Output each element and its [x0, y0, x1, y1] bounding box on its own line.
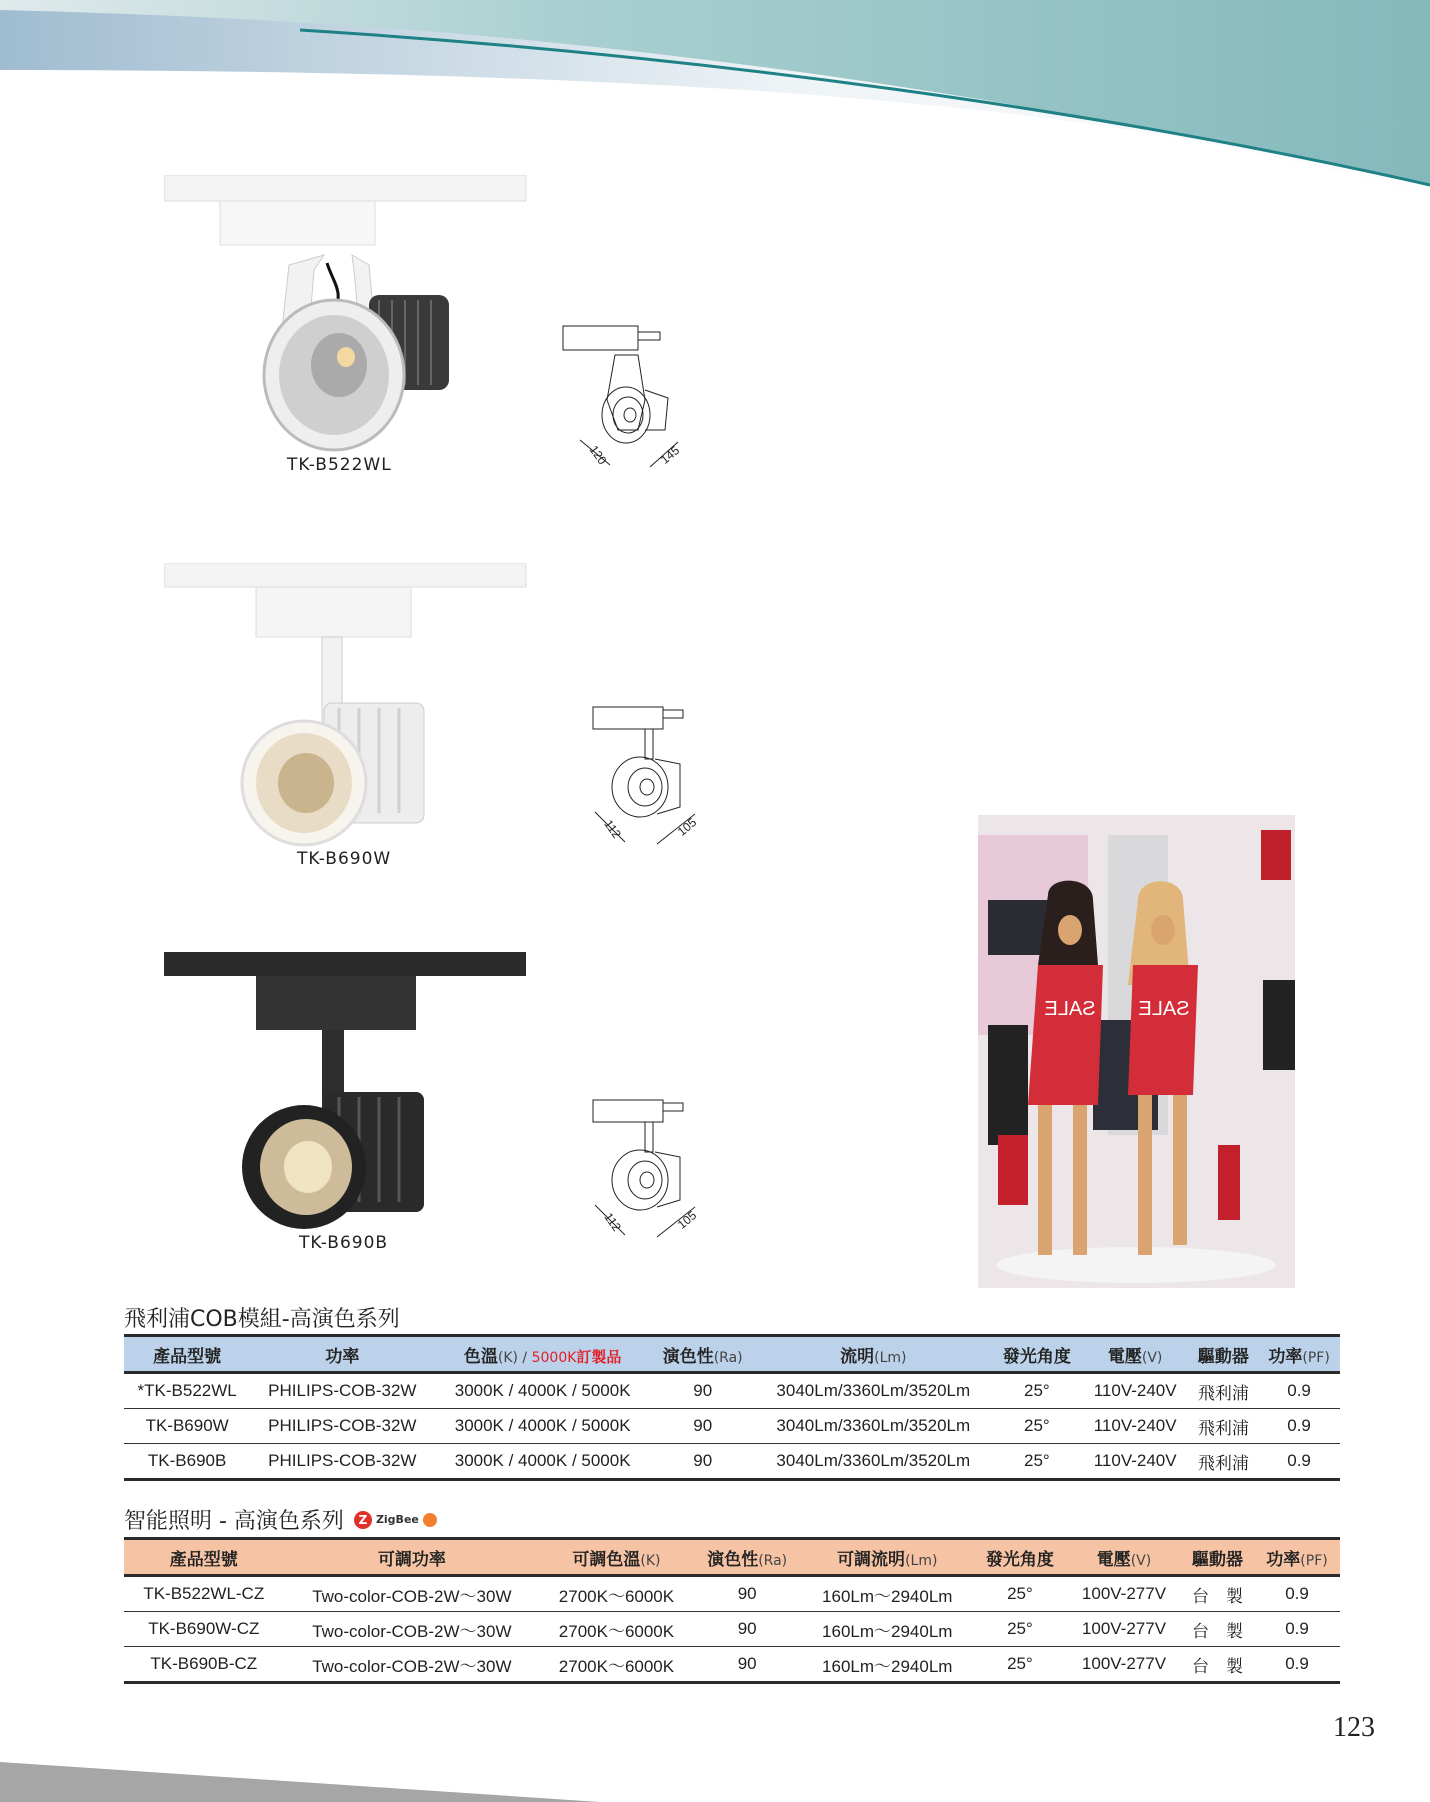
cell-voltage: 100V-277V: [1067, 1647, 1181, 1683]
product-model-label: TK-B690W: [297, 849, 392, 869]
cell-pf: 0.9: [1258, 1444, 1340, 1480]
table-row: [124, 1409, 1340, 1444]
product-model-label: TK-B690B: [299, 1233, 389, 1253]
cell-cri: 90: [693, 1576, 802, 1612]
table-row: [124, 1444, 1340, 1480]
cell-beam-angle: 25°: [973, 1576, 1067, 1612]
track-light-photo: [164, 952, 529, 1257]
col-header-power: 功率: [325, 1346, 360, 1367]
cell-pf: 0.9: [1258, 1373, 1340, 1409]
zigbee-logo-icon: Z: [354, 1511, 372, 1529]
dimension-drawing-tk-b690w: [585, 702, 715, 852]
cell-model: *TK-B522WL: [124, 1373, 250, 1409]
table-header-row: [124, 1539, 1340, 1576]
zigbee-label: ZigBee: [375, 1513, 419, 1526]
cell-voltage: 110V-240V: [1082, 1444, 1189, 1480]
cell-cct: 3000K / 4000K / 5000K: [434, 1409, 651, 1444]
cell-power: Two-color-COB-2W～30W: [284, 1612, 541, 1647]
cell-lumen: 3040Lm/3360Lm/3520Lm: [754, 1373, 992, 1409]
cell-beam-angle: 25°: [992, 1409, 1082, 1444]
cell-voltage: 100V-277V: [1067, 1576, 1181, 1612]
cell-power: Two-color-COB-2W～30W: [284, 1576, 541, 1612]
table-row: [124, 1576, 1340, 1612]
cell-cct: 2700K～6000K: [540, 1647, 693, 1683]
svg-text:SALE: SALE: [1138, 998, 1190, 1020]
cell-voltage: 100V-277V: [1067, 1612, 1181, 1647]
cell-cri: 90: [651, 1373, 755, 1409]
cell-driver: 台 製: [1181, 1647, 1254, 1683]
cell-pf: 0.9: [1254, 1612, 1340, 1647]
col-header-model: 產品型號: [169, 1549, 238, 1570]
cell-cri: 90: [693, 1612, 802, 1647]
col-header-driver: 驅動器: [1192, 1549, 1243, 1570]
col-header-cri: 演色性(Ra): [662, 1346, 743, 1367]
cell-cri: 90: [693, 1647, 802, 1683]
dimension-depth: 112: [601, 817, 624, 841]
cell-cct: 2700K～6000K: [540, 1576, 693, 1612]
section-title-text: 飛利浦COB模組-高演色系列: [124, 1307, 400, 1332]
cell-pf: 0.9: [1254, 1647, 1340, 1683]
cell-voltage: 110V-240V: [1082, 1373, 1189, 1409]
table-row: [124, 1612, 1340, 1647]
cell-model: TK-B690B: [124, 1444, 250, 1480]
cell-power: PHILIPS-COB-32W: [250, 1409, 434, 1444]
cell-cct: 3000K / 4000K / 5000K: [434, 1444, 651, 1480]
cell-power: PHILIPS-COB-32W: [250, 1373, 434, 1409]
track-light-photo: [164, 175, 529, 465]
cell-pf: 0.9: [1254, 1576, 1340, 1612]
shirt-text: SALE: [1044, 998, 1096, 1020]
dimension-height: 145: [657, 443, 683, 467]
col-header-adjustable-lumen: 可調流明(Lm): [837, 1549, 938, 1570]
cell-beam-angle: 25°: [973, 1647, 1067, 1683]
cell-driver: 飛利浦: [1189, 1444, 1258, 1480]
cell-driver: 飛利浦: [1189, 1373, 1258, 1409]
cell-model: TK-B690W-CZ: [124, 1612, 284, 1647]
product-tk-b690w: [164, 563, 529, 873]
cell-driver: 台 製: [1181, 1612, 1254, 1647]
section-title-smart-lighting: [124, 1504, 437, 1535]
col-header-pf: 功率(PF): [1266, 1549, 1328, 1570]
cell-beam-angle: 25°: [992, 1373, 1082, 1409]
cell-pf: 0.9: [1258, 1409, 1340, 1444]
section-title-philips-cob: [124, 1302, 400, 1333]
track-light-photo: [164, 563, 529, 873]
col-header-model: 產品型號: [153, 1346, 222, 1367]
cell-driver: 台 製: [1181, 1576, 1254, 1612]
cell-driver: 飛利浦: [1189, 1409, 1258, 1444]
col-header-adjustable-power: 可調功率: [377, 1549, 446, 1570]
col-header-lumen: 流明(Lm): [840, 1346, 907, 1367]
table-row: [124, 1373, 1340, 1409]
page-number: 123: [1333, 1712, 1375, 1743]
store-mannequin-photo: [978, 815, 1295, 1288]
cell-power: Two-color-COB-2W～30W: [284, 1647, 541, 1683]
product-tk-b522wl: [164, 175, 529, 475]
product-model-label: TK-B522WL: [287, 455, 392, 475]
line-drawing: [560, 320, 710, 470]
col-header-pf: 功率(PF): [1268, 1346, 1330, 1367]
cell-lumen: 160Lm～2940Lm: [802, 1576, 973, 1612]
col-header-voltage: 電壓(V): [1096, 1549, 1152, 1570]
col-header-cri: 演色性(Ra): [707, 1549, 788, 1570]
dimension-drawing-tk-b522wl: [560, 320, 710, 470]
cell-model: TK-B522WL-CZ: [124, 1576, 284, 1612]
dimension-depth: 112: [601, 1210, 624, 1234]
cell-beam-angle: 25°: [992, 1444, 1082, 1480]
footer-band: [0, 1762, 600, 1802]
col-header-cct: 色溫(K) / 5000K訂製品: [463, 1346, 622, 1367]
table-header-row: [124, 1336, 1340, 1373]
cell-lumen: 3040Lm/3360Lm/3520Lm: [754, 1409, 992, 1444]
product-tk-b690b: [164, 952, 529, 1257]
cell-model: TK-B690B-CZ: [124, 1647, 284, 1683]
cell-cri: 90: [651, 1409, 755, 1444]
dimension-height: 105: [674, 815, 700, 839]
cell-beam-angle: 25°: [973, 1612, 1067, 1647]
cell-cct: 3000K / 4000K / 5000K: [434, 1373, 651, 1409]
cell-cri: 90: [651, 1444, 755, 1480]
cell-cct: 2700K～6000K: [540, 1612, 693, 1647]
dimension-depth: 120: [586, 442, 610, 468]
cell-model: TK-B690W: [124, 1409, 250, 1444]
cell-voltage: 110V-240V: [1082, 1409, 1189, 1444]
col-header-beam-angle: 發光角度: [985, 1549, 1054, 1570]
header-banner: [0, 0, 1430, 200]
table-row: [124, 1647, 1340, 1683]
col-header-voltage: 電壓(V): [1107, 1346, 1163, 1367]
zigbee-badge: [354, 1511, 437, 1529]
cell-power: PHILIPS-COB-32W: [250, 1444, 434, 1480]
dimension-drawing-tk-b690b: [585, 1095, 715, 1245]
cell-lumen: 3040Lm/3360Lm/3520Lm: [754, 1444, 992, 1480]
spec-table-smart-lighting: [124, 1537, 1340, 1684]
col-header-adjustable-cct: 可調色溫(K): [572, 1549, 661, 1570]
section-title-text: 智能照明 - 高演色系列: [124, 1509, 344, 1534]
col-header-driver: 驅動器: [1197, 1346, 1249, 1367]
cell-lumen: 160Lm～2940Lm: [802, 1612, 973, 1647]
dimension-height: 105: [674, 1208, 700, 1232]
col-header-beam-angle: 發光角度: [1002, 1346, 1071, 1367]
smart-home-icon: [423, 1513, 437, 1527]
cell-lumen: 160Lm～2940Lm: [802, 1647, 973, 1683]
spec-table-philips-cob: [124, 1334, 1340, 1481]
